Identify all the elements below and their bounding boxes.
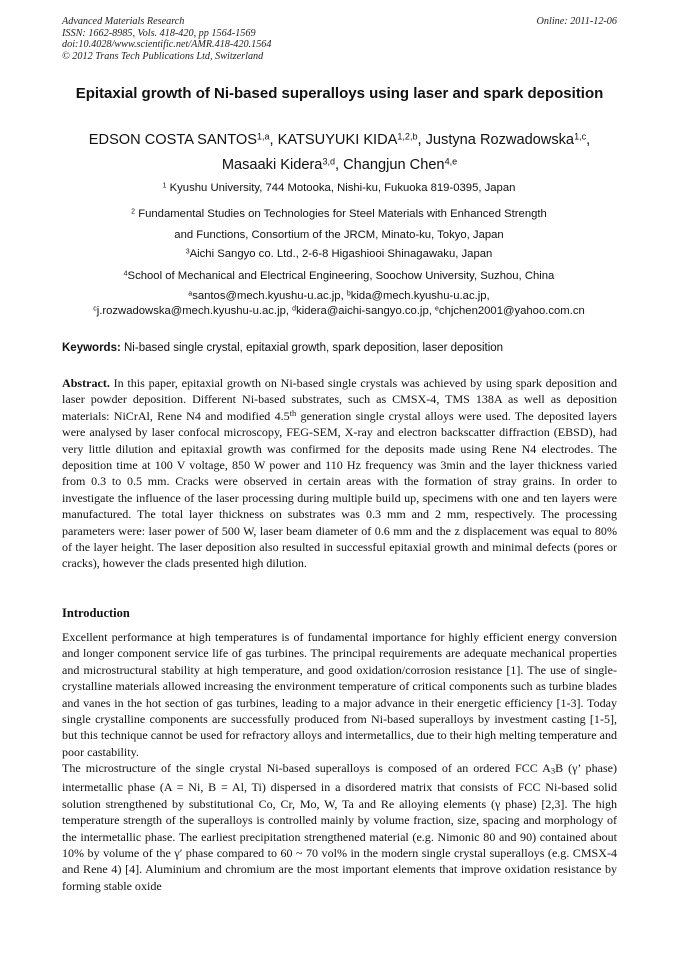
affiliation-text: Fundamental Studies on Technologies for Steel Materials with Enhanced Strength [138,208,547,220]
introduction-paragraph: Excellent performance at high temperatures is of fundamental importance for highly efficient energy conversion and longer component service life of gas turbines. The principal requirements are adequate mechanical properties and microstructural stability at high temperature, and good oxidation/corrosion resistance [1]. The use of single-crystalline materials allowed increasing the environment temperature of critical components such as turbine blades and vanes in the hot section of gas turbines, leading to a major advance in their energetic efficiency [1-3]. Today single crystalline components are successfully produced from Ni-based superalloys by investment casting [1-5], but this technique cannot be used for refractory alloys and intermetallics, due to their high melting temperature and poor castability. [62,630,617,759]
abstract-label: Abstract. [62,376,110,390]
abstract-text: generation single crystal alloys were used. The deposited layers were analysed by laser confocal microscopy, FEG-SEM, X-ray and electron backscatter diffraction (EBSD), had very little dilution and epitaxial growth was confirmed for the deposits made using Rene N4 electrodes. The deposition time at 100 V voltage, 850 W power and 110 Hz frequency was 3min and the layer thickness varied from 0.3 to 0.5 mm. Cracks were observed in certain areas with the formation of stray grains. In order to investigate the influence of the laser processing during multiple build up, specimens with one and ten layers were manufactured. The total layer thickness on substrates was 0.3 mm and 2 mm, respectively. The processing parameters were: laser power of 500 W, laser beam diameter of 0.6 mm and the z displacement was equal to 80% of the layer height. The laser deposition also resulted in successful epitaxial growth and minimal defects (pores or cracks), however the clads presented high dilution. [62,408,617,571]
affiliation-sup: 2 [131,208,136,216]
affiliation-text: and Functions, Consortium of the JRCM, Minato-ku, Tokyo, Japan [174,229,504,241]
email-address: santos@mech.kyushu-u.ac.jp [192,290,341,302]
email-address: kida@mech.kyushu-u.ac.jp [350,290,487,302]
keywords [62,341,622,355]
abstract [62,375,617,572]
paper-title: Epitaxial growth of Ni-based superalloys using laser and spark deposition [75,85,604,102]
email-address: j.rozwadowska@mech.kyushu-u.ac.jp [96,305,286,317]
email-block: $^a$santos@mech.kyushu-u.ac.jp, $^b$kida@mech.kyushu-u.ac.jp, $^c$j.rozwadowska@mech.kyushu-u.ac.jp, $^d$kidera@aichi-sangyo.co.jp, $^e$chjchen2001@yahoo.com.cn [93,290,585,317]
author-list: EDSON COSTA SANTOS$^{1,a}$, KATSUYUKI KIDA$^{1,2,b}$, Justyna Rozwadowska$^{1,c}$, Masaaki Kidera$^{3,d}$, Changjun Chen$^{4,e}$ [88,131,591,173]
author-name: Justyna Rozwadowska [425,132,575,148]
affiliation-sup: 1 [162,182,167,190]
keywords-text: Ni-based single crystal, epitaxial growth, spark deposition, laser deposition [124,342,504,354]
journal-name: Advanced Materials Research [62,16,185,27]
affiliation-text: Kyushu University, 744 Motooka, Nishi-ku, Fukuoka 819-0395, Japan [169,182,516,194]
section-heading-introduction: Introduction [62,606,130,620]
affiliation-4 [40,269,638,283]
author-affil-sup: 3,d [322,156,336,167]
affiliation-text: School of Mechanical and Electrical Engineering, Soochow University, Suzhou, China [127,270,555,282]
affiliation-sup: 3 [185,248,190,256]
introduction-paragraph [62,760,617,894]
email-address: kidera@aichi-sangyo.co.jp [296,305,429,317]
email-sup: b [346,290,351,298]
introduction-body [62,629,617,894]
author-name: EDSON COSTA SANTOS [88,132,257,148]
author-name: Changjun Chen [343,157,445,173]
keywords-label: Keywords: [62,342,121,354]
author-affil-sup: 1,c [574,131,587,142]
affiliation-3 [40,247,638,261]
abstract-sup: th [289,408,297,419]
doi-line: doi:10.4028/www.scientific.net/AMR.418-420.1564 [62,39,272,51]
author-name: Masaaki Kidera [221,157,323,173]
author-affil-sup: 1,2,b [397,131,418,142]
email-sup: e [435,305,439,313]
paragraph-text: B (γ’ phase) intermetallic phase (A = Ni, B = Al, Ti) dispersed in a disordered matrix that consists of FCC Ni-based solid solution strengthened by substitutional Co, Cr, Mo, W, Ta and Re alloying elements (γ phase) [2,3]. The high temperature strength of the superalloys is controlled mainly by volume fraction, size, spacing and morphology of the intermetallic phase. The earliest precipitation strengthened material (e.g. Nimonic 80 and 90) contained about 10% by volume of the γ′ phase compared to 60 ~ 70 vol% in the modern single crystal superalloys (e.g. CMSX-4 and Rene 4) [4]. Aluminium and chromium are the most important elements that improve oxidation resistance by forming stable oxide [62,761,617,893]
email-sup: a [188,290,193,298]
affiliation-1 [40,181,638,195]
abstract-text: In this paper, epitaxial growth on Ni-based single crystals was achieved by using spark deposition and laser powder deposition. Different Ni-based substrates, such as CMSX-4, TMS 138A as well as deposition materials: NiCrAl, Rene N4 and modified 4.5 [62,376,617,423]
issn-line: ISSN: 1662-8985, Vols. 418-420, pp 1564-1569 [62,27,256,39]
online-date: Online: 2011-12-06 [536,16,617,27]
author-affil-sup: 1,a [256,131,270,142]
subscript: 3 [550,765,556,776]
copyright-line: © 2012 Trans Tech Publications Ltd, Switzerland [62,50,264,62]
email-sup: d [292,305,297,313]
author-name: KATSUYUKI KIDA [277,132,398,148]
author-affil-sup: 4,e [444,156,458,167]
journal-header [62,16,617,62]
affiliation-sup: 4 [123,270,128,278]
paragraph-text: The microstructure of the single crystal Ni-based superalloys is composed of an ordered FCC A [62,761,551,776]
affiliation-2 [40,204,638,246]
email-address: chjchen2001@yahoo.com.cn [438,305,585,317]
email-sup: c [93,305,97,313]
affiliation-text: Aichi Sangyo co. Ltd., 2-6-8 Higashiooi Shinagawaku, Japan [189,248,493,260]
